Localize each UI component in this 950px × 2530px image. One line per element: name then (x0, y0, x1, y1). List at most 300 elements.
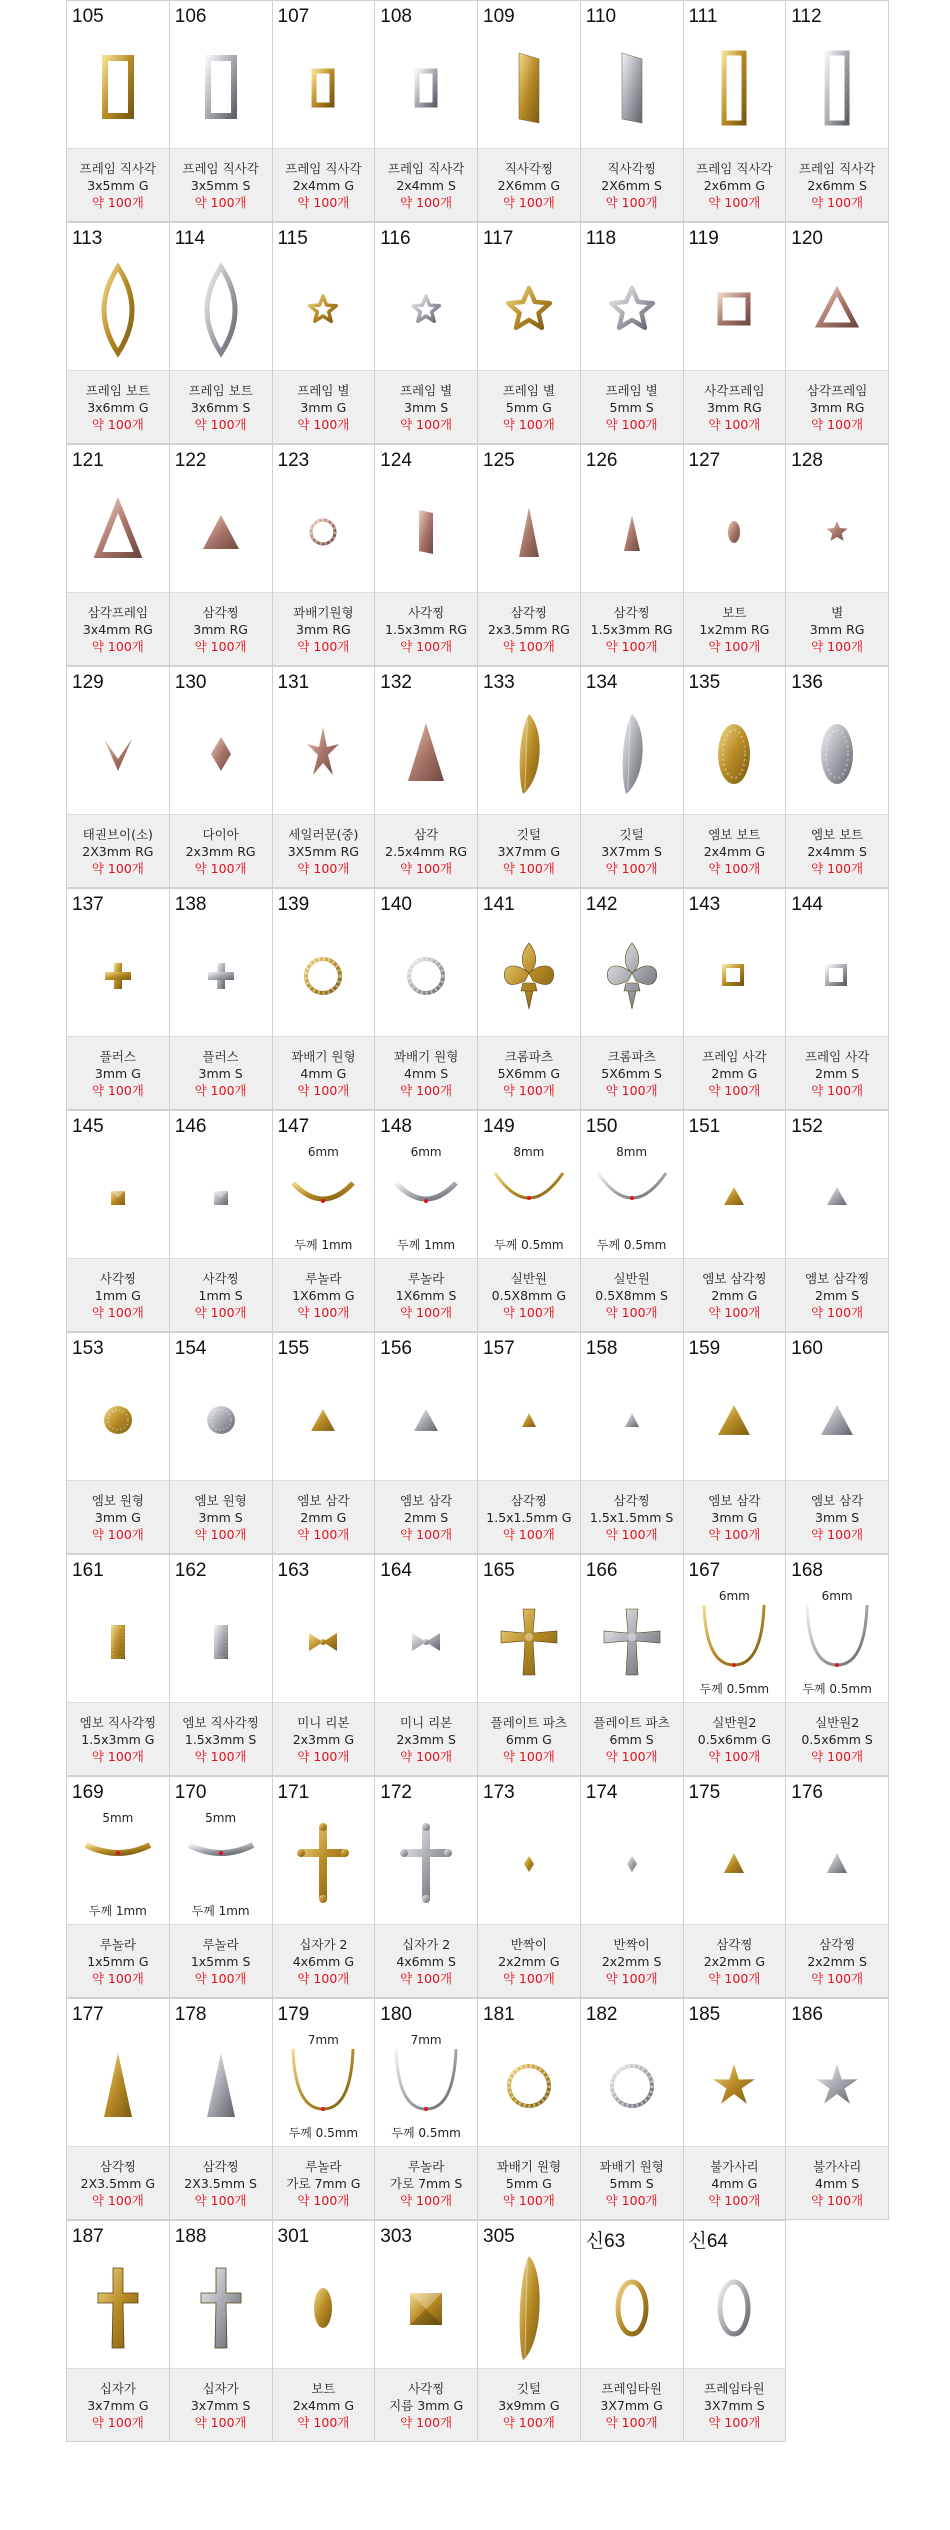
product-quantity: 약 100개 (605, 1970, 658, 1986)
grid-row (66, 1776, 888, 1998)
product-caption (273, 1924, 375, 1997)
product-image (581, 695, 683, 813)
product-spec: 3x4mm RG (82, 621, 153, 637)
product-spec: 3mm G (711, 1509, 758, 1525)
product-image (786, 473, 888, 591)
product-image (581, 251, 683, 369)
product-cell[interactable] (785, 1110, 889, 1332)
product-caption (67, 592, 169, 665)
product-caption (786, 1258, 888, 1331)
product-name: 엠보 보트 (708, 826, 761, 842)
product-spec: 6mm S (609, 1731, 654, 1747)
product-name: 불가사리 (812, 2158, 862, 2174)
thickness-label: 두께 1mm (191, 1904, 250, 1918)
product-cell[interactable] (272, 888, 376, 1110)
product-spec: 가로 7mm G (286, 2175, 361, 2191)
product-number: 165 (483, 1560, 515, 1581)
product-name: 프레임타원 (601, 2380, 662, 2396)
product-cell[interactable] (580, 1776, 684, 1998)
product-image (581, 1805, 683, 1923)
product-name: 프레임 별 (605, 382, 658, 398)
product-name: 사각찡 (408, 604, 445, 620)
product-spec: 지름 3mm G (389, 2397, 464, 2413)
product-name: 프레임 사각 (804, 1048, 870, 1064)
product-cell[interactable] (785, 888, 889, 1110)
product-name: 꽈배기 원형 (599, 2158, 664, 2174)
product-image (170, 917, 272, 1035)
product-name: 엠보 삼각찡 (702, 1270, 767, 1286)
product-quantity: 약 100개 (605, 2192, 658, 2208)
product-grid (66, 0, 888, 2445)
product-name: 프레임 직사각 (79, 160, 157, 176)
product-image (273, 473, 375, 591)
product-number: 121 (72, 450, 104, 471)
thickness-label: 두께 0.5mm (288, 2126, 359, 2140)
grid-row (66, 222, 888, 444)
product-number: 175 (688, 1782, 721, 1803)
product-cell[interactable] (374, 1110, 478, 1332)
product-caption (375, 1924, 477, 1997)
product-quantity: 약 100개 (811, 194, 864, 210)
product-name: 십자가 (202, 2380, 239, 2396)
product-cell[interactable] (169, 1332, 273, 1554)
product-name: 미니 리본 (399, 1714, 453, 1730)
product-cell[interactable] (374, 444, 478, 666)
product-image (684, 251, 786, 369)
product-cell[interactable] (683, 2220, 787, 2442)
product-number: 164 (380, 1560, 412, 1581)
product-cell[interactable] (580, 1998, 684, 2220)
product-name: 루놀라 (408, 2158, 445, 2174)
product-cell[interactable] (580, 2220, 684, 2442)
product-caption (67, 814, 169, 887)
product-spec: 3X7mm S (601, 843, 662, 859)
product-caption (170, 1036, 272, 1109)
product-quantity: 약 100개 (194, 1748, 247, 1764)
product-cell[interactable] (374, 0, 478, 222)
product-image (478, 2027, 580, 2145)
product-name: 불가사리 (710, 2158, 759, 2174)
product-image (786, 1583, 888, 1701)
product-number: 119 (688, 228, 719, 249)
product-cell[interactable] (683, 1776, 787, 1998)
product-caption (67, 370, 169, 443)
product-cell[interactable] (580, 444, 684, 666)
product-cell[interactable] (477, 1776, 581, 1998)
product-number: 170 (174, 1782, 207, 1803)
product-number: 109 (483, 6, 515, 27)
product-number: 139 (277, 894, 310, 915)
product-caption (375, 1702, 477, 1775)
product-number: 126 (585, 450, 618, 471)
product-name: 프레임 직사각 (182, 160, 259, 176)
product-quantity: 약 100개 (502, 2192, 555, 2208)
product-quantity: 약 100개 (91, 1526, 144, 1542)
product-cell[interactable] (580, 1332, 684, 1554)
product-image (170, 473, 272, 591)
product-quantity: 약 100개 (502, 638, 555, 654)
product-caption (273, 1702, 375, 1775)
product-name: 플레이트 파츠 (490, 1714, 568, 1730)
product-cell[interactable] (683, 0, 787, 222)
product-spec: 2x3.5mm RG (487, 621, 570, 637)
product-name: 플러스 (202, 1048, 239, 1064)
product-caption (478, 370, 580, 443)
product-number: 173 (483, 1782, 515, 1803)
product-name: 사각찡 (408, 2380, 445, 2396)
product-caption (170, 2146, 272, 2219)
product-cell[interactable] (785, 222, 889, 444)
product-name: 사각프레임 (704, 382, 765, 398)
product-image (67, 917, 169, 1035)
product-spec: 2x2mm G (703, 1953, 766, 1969)
product-name: 태권브이(소) (82, 826, 153, 842)
product-spec: 2x4mm S (396, 177, 456, 193)
product-cell[interactable] (785, 1998, 889, 2220)
product-caption (273, 814, 375, 887)
product-cell[interactable] (477, 222, 581, 444)
product-cell[interactable] (374, 222, 478, 444)
product-spec: 1.5x1.5mm S (589, 1509, 674, 1525)
product-cell[interactable] (683, 1554, 787, 1776)
product-cell[interactable] (785, 1554, 889, 1776)
product-spec: 3X7mm G (600, 2397, 663, 2413)
product-cell[interactable] (169, 444, 273, 666)
product-cell[interactable] (272, 0, 376, 222)
product-number: 155 (277, 1338, 310, 1359)
product-quantity: 약 100개 (605, 1082, 658, 1098)
product-image (273, 2027, 375, 2145)
product-image (478, 917, 580, 1035)
product-cell[interactable] (272, 222, 376, 444)
product-image (375, 2249, 477, 2367)
product-image (273, 1139, 375, 1257)
product-cell[interactable] (683, 888, 787, 1110)
product-number: 145 (72, 1116, 104, 1137)
product-cell[interactable] (66, 1554, 170, 1776)
product-number: 146 (174, 1116, 207, 1137)
product-number: 134 (585, 672, 618, 693)
product-cell[interactable] (272, 1332, 376, 1554)
product-cell[interactable] (169, 222, 273, 444)
product-cell[interactable] (272, 2220, 376, 2442)
product-image (273, 2249, 375, 2367)
product-cell[interactable] (272, 1554, 376, 1776)
product-name: 삼각찡 (202, 2158, 239, 2174)
product-number: 182 (585, 2004, 618, 2025)
product-quantity: 약 100개 (400, 1526, 453, 1542)
product-cell[interactable] (374, 1332, 478, 1554)
product-image (170, 2027, 272, 2145)
product-cell[interactable] (374, 1998, 478, 2220)
product-spec: 1X6mm S (395, 1287, 457, 1303)
product-image (786, 251, 888, 369)
product-quantity: 약 100개 (708, 416, 761, 432)
product-cell[interactable] (477, 1332, 581, 1554)
product-caption (786, 592, 888, 665)
product-cell[interactable] (169, 1554, 273, 1776)
product-caption (684, 148, 786, 221)
product-cell[interactable] (66, 1332, 170, 1554)
product-caption (684, 1480, 786, 1553)
product-number: 124 (380, 450, 412, 471)
thickness-label: 두께 0.5mm (596, 1238, 667, 1252)
product-image (478, 1361, 580, 1479)
product-name: 실반원 (613, 1270, 650, 1286)
product-cell[interactable] (580, 666, 684, 888)
product-cell[interactable] (683, 444, 787, 666)
product-cell[interactable] (66, 1110, 170, 1332)
product-image (375, 1361, 477, 1479)
product-name: 깃털 (516, 2380, 541, 2396)
product-spec: 3x9mm G (498, 2397, 560, 2413)
product-cell[interactable] (66, 1998, 170, 2220)
product-caption (581, 1924, 683, 1997)
product-cell[interactable] (580, 888, 684, 1110)
product-name: 프레임 사각 (702, 1048, 767, 1064)
product-image (478, 29, 580, 147)
product-image (684, 2249, 786, 2367)
product-number: 171 (277, 1782, 310, 1803)
product-cell[interactable] (374, 666, 478, 888)
product-cell[interactable] (169, 888, 273, 1110)
product-cell[interactable] (477, 666, 581, 888)
product-quantity: 약 100개 (708, 194, 761, 210)
thickness-label: 두께 1mm (294, 1238, 353, 1252)
product-cell[interactable] (272, 1110, 376, 1332)
product-quantity: 약 100개 (811, 2192, 864, 2208)
product-cell[interactable] (785, 0, 889, 222)
product-image (375, 473, 477, 591)
product-number: 133 (483, 672, 515, 693)
product-cell[interactable] (169, 1776, 273, 1998)
product-cell[interactable] (683, 666, 787, 888)
product-cell[interactable] (477, 1998, 581, 2220)
product-cell[interactable] (477, 444, 581, 666)
product-spec: 3mm S (815, 1509, 860, 1525)
product-cell[interactable] (477, 2220, 581, 2442)
product-number: 135 (688, 672, 721, 693)
product-cell[interactable] (272, 1776, 376, 1998)
product-spec: 1mm G (94, 1287, 141, 1303)
product-spec: 2x4mm G (292, 177, 355, 193)
product-quantity: 약 100개 (811, 1526, 864, 1542)
product-quantity: 약 100개 (91, 2192, 144, 2208)
product-quantity: 약 100개 (605, 2414, 658, 2430)
product-cell[interactable] (374, 888, 478, 1110)
product-caption (170, 370, 272, 443)
product-name: 삼각찡 (819, 1936, 856, 1952)
product-cell[interactable] (477, 0, 581, 222)
grid-row (66, 666, 888, 888)
product-cell[interactable] (683, 1332, 787, 1554)
product-name: 삼각찡 (613, 1492, 650, 1508)
product-quantity: 약 100개 (297, 1082, 350, 1098)
product-name: 삼각프레임 (87, 604, 149, 620)
product-spec: 2x3mm G (292, 1731, 355, 1747)
product-number: 180 (380, 2004, 412, 2025)
product-name: 프레임타원 (704, 2380, 765, 2396)
product-caption (67, 1036, 169, 1109)
product-cell[interactable] (683, 1998, 787, 2220)
product-image (375, 29, 477, 147)
product-cell[interactable] (272, 1998, 376, 2220)
dimension-label: 6mm (821, 1589, 853, 1603)
product-image (684, 1583, 786, 1701)
product-caption (375, 370, 477, 443)
product-caption (375, 814, 477, 887)
product-number: 127 (688, 450, 721, 471)
product-spec: 3mm G (300, 399, 347, 415)
product-number: 151 (688, 1116, 721, 1137)
product-cell[interactable] (169, 0, 273, 222)
product-image (170, 1361, 272, 1479)
product-cell[interactable] (580, 0, 684, 222)
product-number: 122 (174, 450, 207, 471)
product-caption (786, 370, 888, 443)
product-spec: 3mm RG (707, 399, 762, 415)
product-quantity: 약 100개 (91, 194, 144, 210)
product-cell[interactable] (785, 444, 889, 666)
product-quantity: 약 100개 (400, 2192, 453, 2208)
product-cell[interactable] (374, 1554, 478, 1776)
product-image (273, 917, 375, 1035)
product-spec: 3mm RG (809, 399, 865, 415)
product-number: 141 (483, 894, 515, 915)
product-spec: 2X6mm S (601, 177, 662, 193)
product-cell[interactable] (477, 1110, 581, 1332)
product-spec: 3mm RG (193, 621, 248, 637)
product-cell[interactable] (66, 0, 170, 222)
product-cell[interactable] (683, 1110, 787, 1332)
product-number: 157 (483, 1338, 515, 1359)
product-caption (478, 592, 580, 665)
product-image (478, 473, 580, 591)
product-number: 176 (791, 1782, 823, 1803)
product-cell[interactable] (66, 666, 170, 888)
product-cell[interactable] (580, 1554, 684, 1776)
product-spec: 2mm S (815, 1287, 860, 1303)
product-quantity: 약 100개 (194, 638, 247, 654)
product-name: 삼각찡 (510, 604, 547, 620)
product-name: 실반원2 (815, 1714, 860, 1730)
product-spec: 1x5mm G (87, 1953, 149, 1969)
thickness-label: 두께 1mm (88, 1904, 147, 1918)
product-caption (581, 2146, 683, 2219)
product-cell[interactable] (785, 666, 889, 888)
product-cell[interactable] (66, 888, 170, 1110)
product-cell[interactable] (169, 1110, 273, 1332)
grid-row (66, 1998, 888, 2220)
product-image (67, 251, 169, 369)
product-cell[interactable] (477, 1554, 581, 1776)
product-image (67, 1805, 169, 1923)
product-quantity: 약 100개 (502, 860, 555, 876)
product-caption (67, 2146, 169, 2219)
product-cell[interactable] (785, 1776, 889, 1998)
product-quantity: 약 100개 (502, 416, 555, 432)
product-caption (786, 148, 888, 221)
product-quantity: 약 100개 (502, 1970, 555, 1986)
product-cell[interactable] (477, 888, 581, 1110)
product-cell[interactable] (66, 444, 170, 666)
product-cell[interactable] (169, 2220, 273, 2442)
product-spec: 5X6mm S (601, 1065, 662, 1081)
product-cell[interactable] (66, 222, 170, 444)
product-caption (581, 2368, 683, 2441)
product-caption (170, 2368, 272, 2441)
product-image (684, 29, 786, 147)
product-spec: 가로 7mm S (389, 2175, 463, 2191)
product-cell[interactable] (580, 222, 684, 444)
product-name: 사각찡 (99, 1270, 136, 1286)
grid-row (66, 2220, 888, 2442)
product-cell[interactable] (272, 666, 376, 888)
product-cell[interactable] (374, 2220, 478, 2442)
product-cell[interactable] (580, 1110, 684, 1332)
product-quantity: 약 100개 (297, 860, 350, 876)
product-cell[interactable] (169, 1998, 273, 2220)
product-image (684, 695, 786, 813)
product-image (67, 1361, 169, 1479)
product-cell[interactable] (683, 222, 787, 444)
product-number: 168 (791, 1560, 823, 1581)
product-quantity: 약 100개 (502, 1082, 555, 1098)
product-spec: 3mm RG (809, 621, 865, 637)
product-cell[interactable] (272, 444, 376, 666)
product-image (67, 695, 169, 813)
product-cell[interactable] (66, 2220, 170, 2442)
product-name: 깃털 (619, 826, 644, 842)
product-image (170, 1805, 272, 1923)
product-quantity: 약 100개 (708, 1970, 761, 1986)
product-image (478, 1583, 580, 1701)
product-name: 크롬파츠 (504, 1048, 554, 1064)
product-quantity: 약 100개 (605, 1748, 658, 1764)
product-caption (273, 370, 375, 443)
product-caption (375, 2146, 477, 2219)
product-spec: 1.5x3mm S (184, 1731, 257, 1747)
grid-row (66, 1332, 888, 1554)
product-number: 106 (174, 6, 207, 27)
product-cell[interactable] (66, 1776, 170, 1998)
product-cell[interactable] (785, 1332, 889, 1554)
product-name: 루놀라 (305, 2158, 342, 2174)
product-name: 미니 리본 (297, 1714, 350, 1730)
product-spec: 3mm S (198, 1509, 243, 1525)
product-quantity: 약 100개 (502, 1526, 555, 1542)
product-name: 프레임 직사각 (387, 160, 465, 176)
product-caption (786, 1702, 888, 1775)
product-image (375, 1805, 477, 1923)
product-number: 154 (174, 1338, 207, 1359)
product-name: 엠보 삼각 (297, 1492, 350, 1508)
product-cell[interactable] (169, 666, 273, 888)
product-caption (684, 1036, 786, 1109)
product-name: 꽈배기 원형 (393, 1048, 459, 1064)
product-quantity: 약 100개 (91, 1082, 144, 1098)
product-caption (786, 2146, 888, 2219)
product-cell[interactable] (374, 1776, 478, 1998)
dimension-label: 6mm (307, 1145, 339, 1159)
product-quantity: 약 100개 (194, 1082, 247, 1098)
product-name: 프레임 직사각 (285, 160, 362, 176)
product-quantity: 약 100개 (708, 1082, 761, 1098)
product-spec: 3x6mm S (190, 399, 251, 415)
product-number: 130 (174, 672, 207, 693)
product-caption (375, 1480, 477, 1553)
product-caption (273, 2146, 375, 2219)
